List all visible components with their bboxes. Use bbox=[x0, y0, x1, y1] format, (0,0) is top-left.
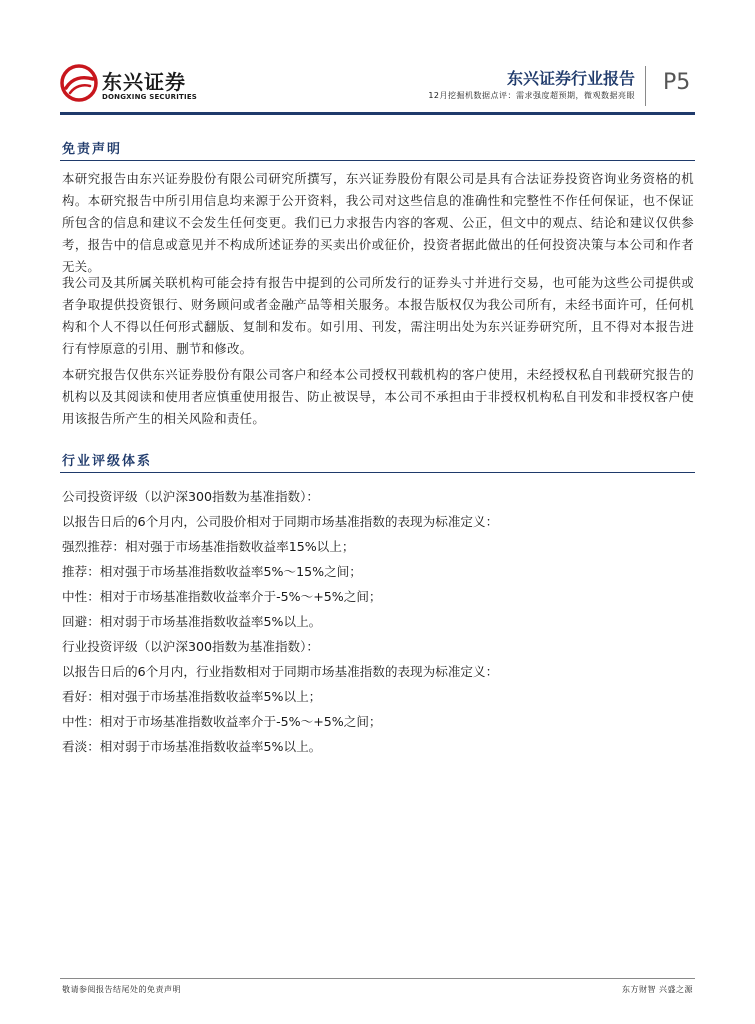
rating-line: 推荐：相对强于市场基准指数收益率5%～15%之间； bbox=[62, 564, 362, 579]
page-number: P5 bbox=[663, 70, 691, 95]
footer-disclaimer-note: 敬请参阅报告结尾处的免责声明 bbox=[62, 985, 181, 994]
disclaimer-paragraph-2: 我公司及其所属关联机构可能会持有报告中提到的公司所发行的证券头寸并进行交易，也可能为这些公司提供或者争取提供投资银行、财务顾问或者金融产品等相关服务。本报告版权仅为我公司所有，未经书面许可，任何机构和个人不得以任何形式翻版、复制和发布。如引用、刊发，需注明出处为东兴证券研究所，且不得对本报告进行有悖原意的引用、删节和修改。 bbox=[62, 275, 694, 356]
disclaimer-heading-rule bbox=[60, 160, 695, 161]
footer-slogan: 东方财智 兴盛之源 bbox=[621, 985, 693, 994]
rating-line: 以报告日后的6个月内，公司股价相对于同期市场基准指数的表现为标准定义： bbox=[62, 514, 499, 529]
rating-line: 回避：相对弱于市场基准指数收益率5%以上。 bbox=[62, 614, 322, 629]
company-logo bbox=[60, 62, 198, 106]
disclaimer-paragraph-1: 本研究报告由东兴证券股份有限公司研究所撰写，东兴证券股份有限公司是具有合法证券投资咨询业务资格的机构。本研究报告中所引用信息均来源于公开资料，我公司对这些信息的准确性和完整性不作任何保证，也不保证所包含的信息和建议不会发生任何变更。我们已力求报告内容的客观、公正，但文中的观点、结论和建议仅供参考，报告中的信息或意见并不构成所述证券的买卖出价或征价，投资者据此做出的任何投资决策与本公司和作者无关。 bbox=[62, 171, 694, 274]
rating-system-heading-rule bbox=[60, 472, 695, 473]
report-type-title: 东兴证券行业报告 bbox=[506, 69, 635, 88]
rating-system-heading: 行业评级体系 bbox=[62, 454, 153, 469]
disclaimer-paragraph-3: 本研究报告仅供东兴证券股份有限公司客户和经本公司授权刊载机构的客户使用，未经授权私自刊载研究报告的机构以及其阅读和使用者应慎重使用报告、防止被误导，本公司不承担由于非授权机构私自刊发和非授权客户使用该报告所产生的相关风险和责任。 bbox=[62, 367, 694, 426]
rating-line: 中性：相对于市场基准指数收益率介于-5%～+5%之间； bbox=[62, 714, 382, 729]
rating-line: 以报告日后的6个月内，行业指数相对于同期市场基准指数的表现为标准定义： bbox=[62, 664, 499, 679]
logo-chinese-name: 东兴证券 bbox=[102, 70, 186, 94]
report-subtitle: 12月挖掘机数据点评：需求强度超预期，微观数据亮眼 bbox=[428, 91, 635, 100]
logo-emblem-icon bbox=[60, 64, 98, 102]
header-divider bbox=[645, 66, 646, 106]
logo-english-name: DONGXING SECURITIES bbox=[102, 93, 198, 101]
rating-line: 中性：相对于市场基准指数收益率介于-5%～+5%之间； bbox=[62, 589, 382, 604]
header-rule bbox=[60, 112, 695, 115]
rating-line: 看好：相对强于市场基准指数收益率5%以上； bbox=[62, 689, 322, 704]
rating-line: 看淡：相对弱于市场基准指数收益率5%以上。 bbox=[62, 739, 322, 754]
rating-line: 公司投资评级（以沪深300指数为基准指数）： bbox=[62, 489, 320, 504]
disclaimer-heading: 免责声明 bbox=[62, 142, 123, 157]
rating-line: 行业投资评级（以沪深300指数为基准指数）： bbox=[62, 639, 320, 654]
rating-line: 强烈推荐：相对强于市场基准指数收益率15%以上； bbox=[62, 539, 355, 554]
footer-rule bbox=[60, 978, 695, 979]
